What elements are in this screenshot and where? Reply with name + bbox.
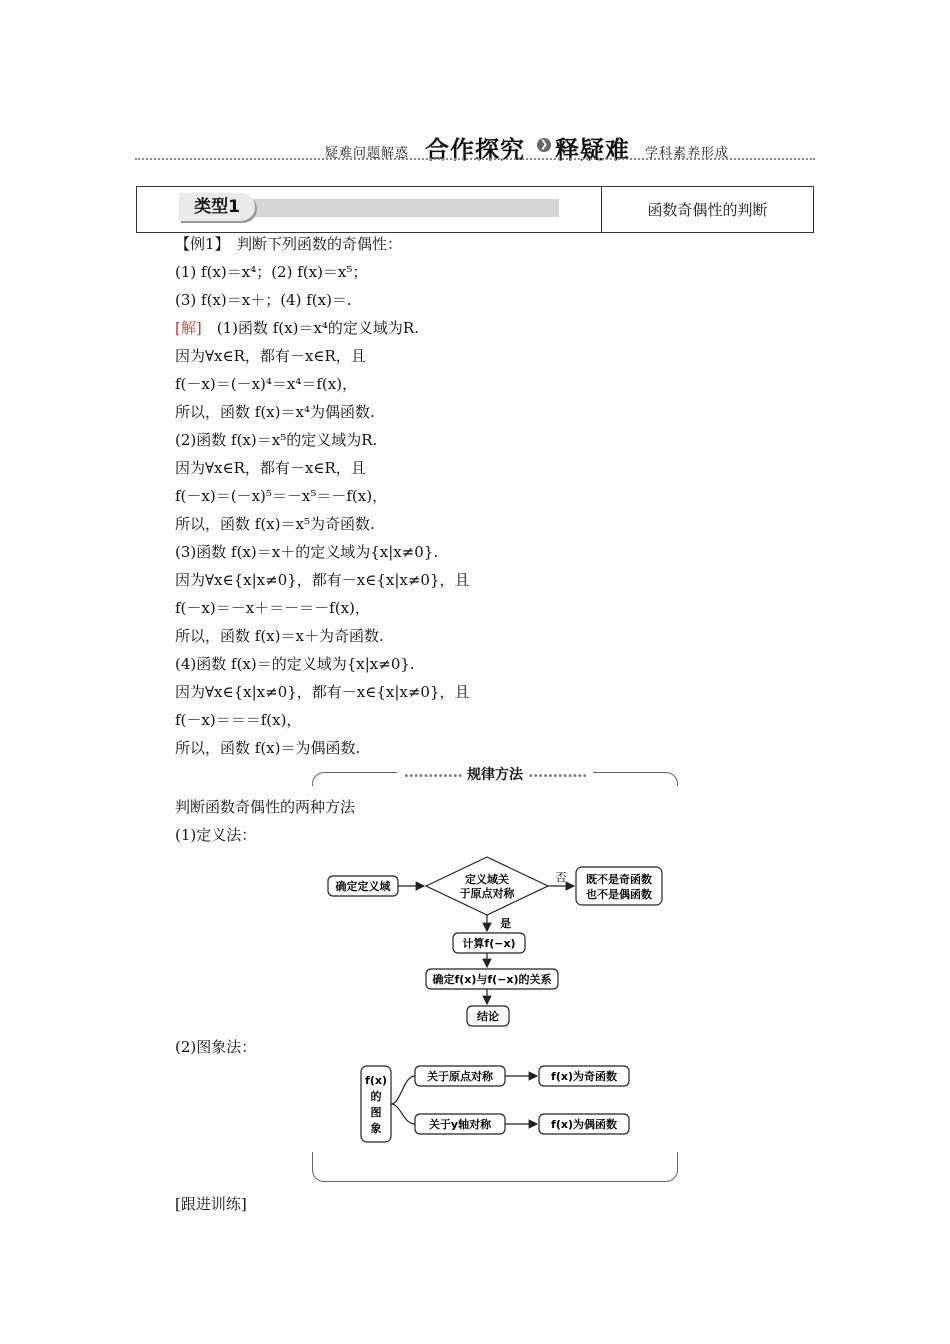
flow-conclude-node bbox=[467, 1006, 509, 1026]
solution-line: (4)函数 f(x)＝的定义域为{x|x≠0}. bbox=[175, 655, 415, 673]
method-frame-title: •••••••••••• 规律方法 •••••••••••• bbox=[320, 764, 670, 784]
graph-source-text-2: 的 bbox=[370, 1090, 382, 1103]
graph-source-text-4: 象 bbox=[370, 1122, 382, 1135]
flow-neither-text-2: 也不是偶函数 bbox=[586, 888, 652, 901]
solution-line: 所以，函数 f(x)＝x⁵为奇函数. bbox=[175, 515, 375, 533]
flow-relation-text: 确定f(x)与f(−x)的关系 bbox=[432, 973, 552, 986]
example-question-1-2: (1) f(x)＝x⁴；(2) f(x)＝x⁵； bbox=[175, 263, 368, 281]
definition-flowchart bbox=[320, 850, 680, 1035]
flow-compute-node bbox=[453, 933, 525, 953]
flow-conclude-text: 结论 bbox=[477, 1010, 499, 1023]
graph-branch-curve-top bbox=[391, 1076, 415, 1104]
flow-neither-text-1: 既不是奇函数 bbox=[586, 873, 652, 886]
method-frame-bottom bbox=[312, 1152, 678, 1182]
method-title: 规律方法 bbox=[467, 767, 523, 783]
graph-result-top-text: f(x)为奇函数 bbox=[551, 1070, 617, 1083]
solution-line-1 bbox=[175, 319, 419, 337]
type-label: 函数奇偶性的判断 bbox=[647, 201, 768, 219]
solution-tag: [解] bbox=[175, 319, 202, 337]
graph-flowchart bbox=[355, 1060, 645, 1150]
solution-line: f(－x)＝(－x)⁵＝－x⁵＝－f(x)， bbox=[175, 487, 388, 505]
solution-line: 所以，函数 f(x)＝为偶函数. bbox=[175, 739, 361, 757]
graph-source-text-1: f(x) bbox=[365, 1074, 387, 1087]
flow-yes-label: 是 bbox=[500, 917, 511, 930]
graph-branch-curve-bottom bbox=[391, 1104, 415, 1124]
flow-no-label: 否 bbox=[555, 871, 567, 884]
type-tag: 类型1 bbox=[179, 193, 255, 221]
practice-label: [跟进训练] bbox=[175, 1195, 247, 1213]
solution-text: (1)函数 f(x)＝x⁴的定义域为R. bbox=[201, 319, 419, 337]
graph-branch-bottom-node bbox=[415, 1114, 505, 1134]
flow-decision-node bbox=[426, 857, 548, 915]
solution-line: f(－x)＝＝＝f(x)， bbox=[175, 711, 302, 729]
header-title-a: 合作探究 bbox=[425, 136, 525, 164]
type-header-table bbox=[136, 186, 814, 233]
graph-branch-top-text: 关于原点对称 bbox=[427, 1070, 493, 1083]
method-intro: 判断函数奇偶性的两种方法 bbox=[175, 798, 356, 816]
header-title-b: 释疑难 bbox=[555, 136, 630, 164]
solution-line: 因为∀x∈{x|x≠0}，都有－x∈{x|x≠0}，且 bbox=[175, 683, 470, 701]
flow-start-text: 确定定义域 bbox=[335, 880, 391, 893]
flow-neither-node bbox=[576, 867, 662, 905]
flow-decision-text-2: 于原点对称 bbox=[459, 887, 515, 900]
method-definition-label: (1)定义法： bbox=[175, 826, 257, 844]
solution-line: 因为∀x∈R，都有－x∈R，且 bbox=[175, 459, 366, 477]
graph-result-top-node bbox=[539, 1066, 629, 1086]
flow-compute-text: 计算f(−x) bbox=[462, 937, 516, 950]
solution-line: 所以，函数 f(x)＝x＋为奇函数. bbox=[175, 627, 384, 645]
flow-relation-node bbox=[426, 969, 558, 989]
flow-start-node bbox=[328, 876, 398, 896]
graph-branch-bottom-text: 关于y轴对称 bbox=[428, 1118, 492, 1131]
graph-source-text-3: 图 bbox=[370, 1106, 382, 1119]
solution-line: 因为∀x∈{x|x≠0}，都有－x∈{x|x≠0}，且 bbox=[175, 571, 470, 589]
solution-line: f(－x)＝－x＋＝－＝－f(x)， bbox=[175, 599, 370, 617]
header-right-caption: 学科素养形成 bbox=[645, 146, 730, 161]
example-question-3-4: (3) f(x)＝x＋；(4) f(x)＝. bbox=[175, 291, 352, 309]
graph-result-bottom-node bbox=[539, 1114, 629, 1134]
graph-source-node bbox=[361, 1066, 391, 1142]
graph-result-bottom-text: f(x)为偶函数 bbox=[551, 1118, 617, 1131]
solution-line: f(－x)＝(－x)⁴＝x⁴＝f(x)， bbox=[175, 375, 358, 393]
example-heading: 【例1】 判断下列函数的奇偶性： bbox=[175, 235, 403, 253]
graph-branch-top-node bbox=[415, 1066, 505, 1086]
solution-line: 因为∀x∈R，都有－x∈R，且 bbox=[175, 347, 366, 365]
solution-line: (2)函数 f(x)＝x⁵的定义域为R. bbox=[175, 431, 378, 449]
header-left-caption: 疑难问题解惑 bbox=[325, 146, 410, 161]
method-graph-label: (2)图象法： bbox=[175, 1038, 257, 1056]
header-rule bbox=[135, 158, 815, 160]
solution-line: 所以，函数 f(x)＝x⁴为偶函数. bbox=[175, 403, 375, 421]
solution-line: (3)函数 f(x)＝x＋的定义域为{x|x≠0}. bbox=[175, 543, 439, 561]
flow-decision-text-1: 定义域关 bbox=[465, 873, 509, 886]
section-header bbox=[135, 128, 815, 162]
arrow-icon: ❯ bbox=[537, 138, 551, 152]
